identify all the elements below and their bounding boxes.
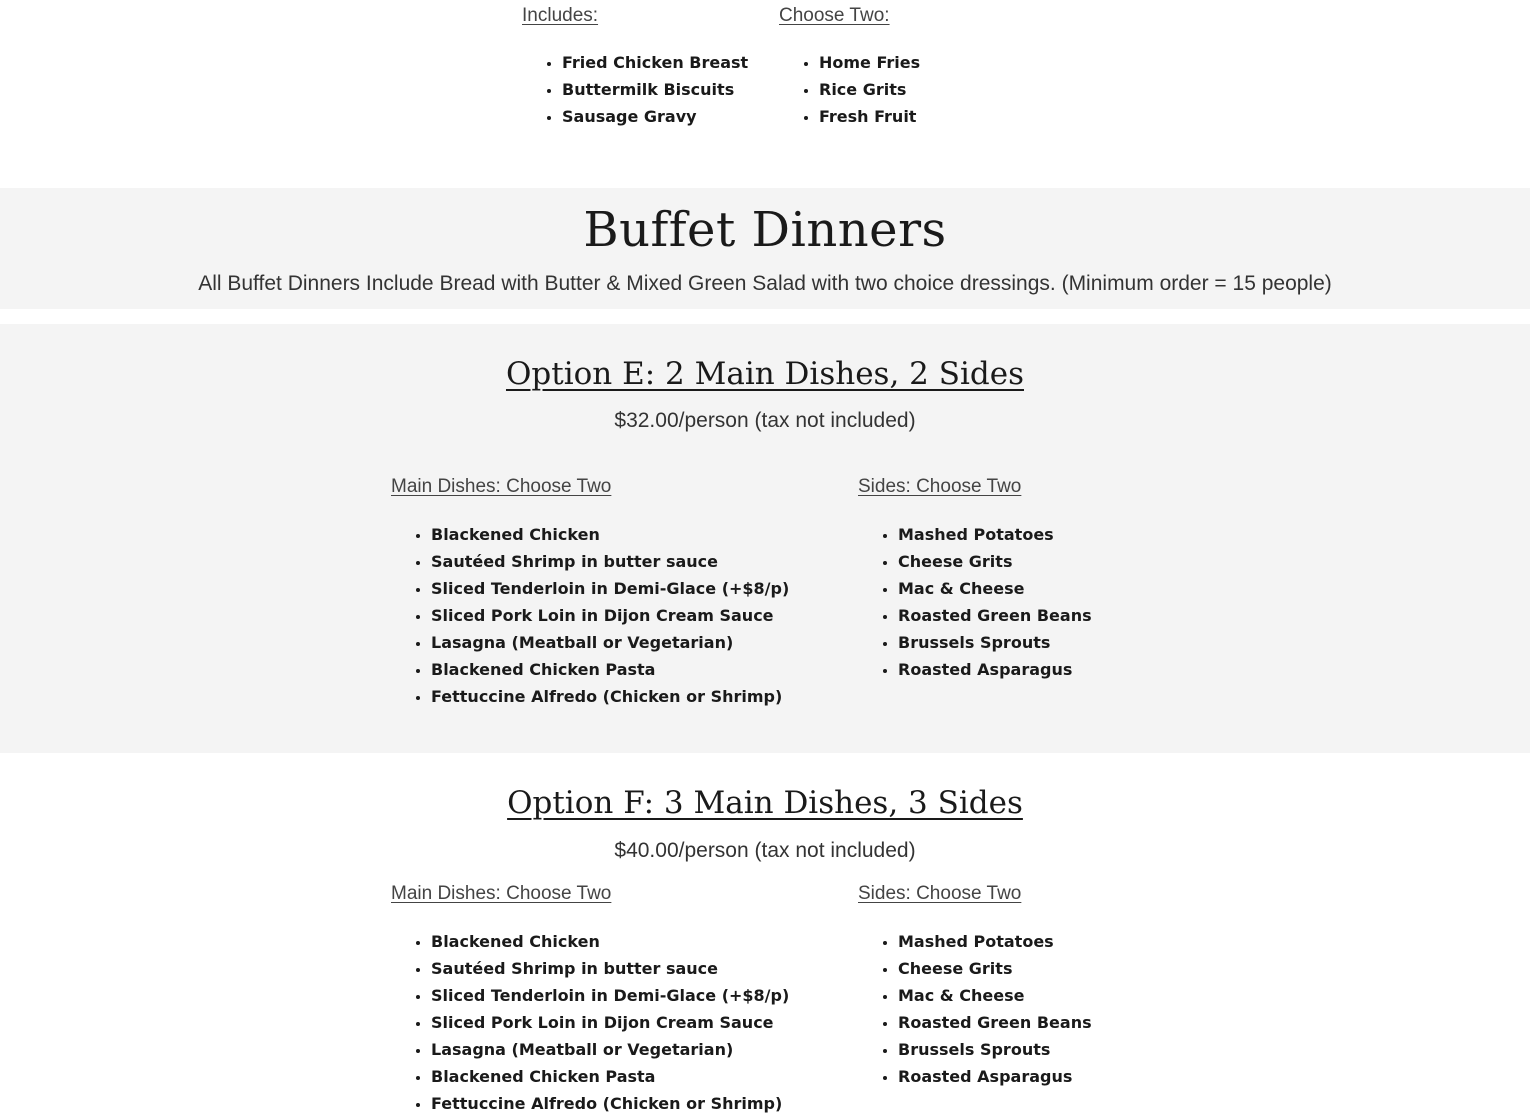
- list-item: • Sautéed Shrimp in butter sauce: [431, 548, 789, 575]
- choose-two-list: [779, 49, 920, 130]
- list-item: • Brussels Sprouts: [898, 1036, 1092, 1063]
- list-item: • Blackened Chicken Pasta: [431, 656, 789, 683]
- list-item: • Roasted Asparagus: [898, 1063, 1092, 1090]
- list-item: • Fried Chicken Breast: [562, 49, 748, 76]
- option-e-price: $32.00/person (tax not included): [614, 409, 916, 432]
- option-e-sides-list: [858, 521, 1092, 683]
- option-f-price: $40.00/person (tax not included): [614, 839, 916, 862]
- list-item: • Lasagna (Meatball or Vegetarian): [431, 1036, 789, 1063]
- list-item: • Mac & Cheese: [898, 575, 1092, 602]
- list-item: • Roasted Asparagus: [898, 656, 1092, 683]
- option-f-sides-heading: Sides: Choose Two: [858, 883, 1022, 904]
- list-item: • Sliced Tenderloin in Demi-Glace (+$8/p): [431, 982, 789, 1009]
- list-item: • Fettuccine Alfredo (Chicken or Shrimp): [431, 1090, 789, 1117]
- list-item: • Home Fries: [819, 49, 920, 76]
- includes-list: [522, 49, 748, 130]
- option-f-mains-list: [391, 928, 789, 1117]
- list-item: • Fettuccine Alfredo (Chicken or Shrimp): [431, 683, 789, 710]
- list-item: • Sliced Pork Loin in Dijon Cream Sauce: [431, 602, 789, 629]
- list-item: • Sliced Pork Loin in Dijon Cream Sauce: [431, 1009, 789, 1036]
- list-item: • Lasagna (Meatball or Vegetarian): [431, 629, 789, 656]
- list-item: • Roasted Green Beans: [898, 1009, 1092, 1036]
- option-e-mains-heading: Main Dishes: Choose Two: [391, 476, 612, 497]
- option-e-title: Option E: 2 Main Dishes, 2 Sides: [505, 356, 1024, 392]
- list-item: • Buttermilk Biscuits: [562, 76, 748, 103]
- list-item: • Mac & Cheese: [898, 982, 1092, 1009]
- list-item: • Blackened Chicken: [431, 928, 789, 955]
- list-item: • Blackened Chicken: [431, 521, 789, 548]
- list-item: • Mashed Potatoes: [898, 521, 1092, 548]
- list-item: • Sautéed Shrimp in butter sauce: [431, 955, 789, 982]
- list-item: • Blackened Chicken Pasta: [431, 1063, 789, 1090]
- list-item: • Brussels Sprouts: [898, 629, 1092, 656]
- option-e-mains-list: [391, 521, 789, 710]
- option-f-sides-list: [858, 928, 1092, 1090]
- list-item: • Cheese Grits: [898, 548, 1092, 575]
- list-item: • Sliced Tenderloin in Demi-Glace (+$8/p): [431, 575, 789, 602]
- option-f-mains-heading: Main Dishes: Choose Two: [391, 883, 612, 904]
- buffet-subtitle: All Buffet Dinners Include Bread with Butter & Mixed Green Salad with two choice dressings. (Minimum order = 15 people): [198, 272, 1332, 295]
- option-f-title: Option F: 3 Main Dishes, 3 Sides: [507, 785, 1023, 821]
- includes-heading: Includes:: [522, 5, 599, 26]
- list-item: • Rice Grits: [819, 76, 920, 103]
- buffet-title: Buffet Dinners: [583, 202, 947, 258]
- list-item: • Sausage Gravy: [562, 103, 748, 130]
- choose-two-heading: Choose Two:: [779, 5, 890, 26]
- list-item: • Roasted Green Beans: [898, 602, 1092, 629]
- list-item: • Cheese Grits: [898, 955, 1092, 982]
- option-e-sides-heading: Sides: Choose Two: [858, 476, 1022, 497]
- list-item: • Mashed Potatoes: [898, 928, 1092, 955]
- list-item: • Fresh Fruit: [819, 103, 920, 130]
